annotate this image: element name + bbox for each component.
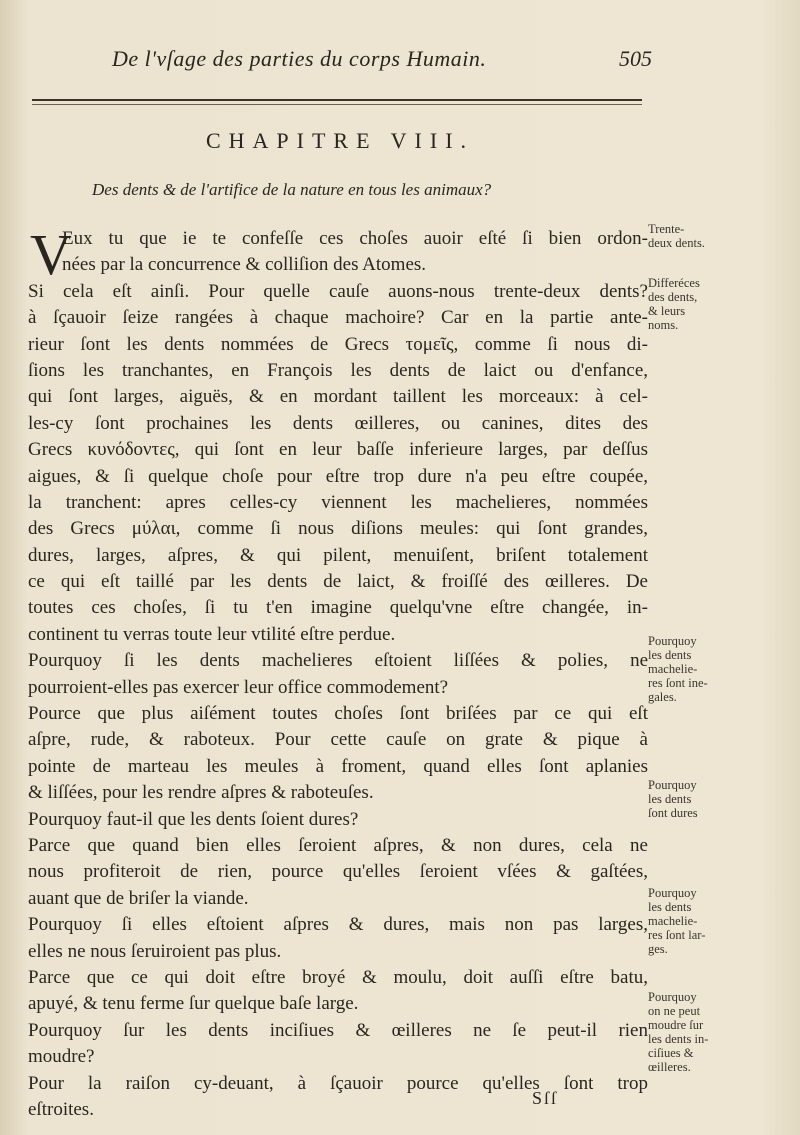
text-line: auant que de briſer la viande. [28,887,249,909]
text-line: continent tu verras toute leur vtilité eſtre perdue. [28,623,396,645]
margin-note-line: Trente- [648,222,685,236]
text-line: la tranchent: apres celles-cy viennent les machelieres, nommées [28,491,648,513]
margin-note-line: Pourquoy [648,778,697,792]
margin-note-line: Pourquoy [648,886,697,900]
margin-note-line: Pourquoy [648,634,697,648]
text-line: Pour la raiſon cy-deuant, à ſçauoir pource qu'elles ſont trop [28,1072,648,1094]
text-line: des Grecs μύλαι, comme ſi nous diſions meules: qui ſont grandes, [28,518,648,540]
margin-note-line: les dents [648,900,692,914]
text-line: eſtroites. [28,1098,94,1120]
text-line: apuyé, & tenu ferme ſur quelque baſe large. [28,993,359,1015]
margin-note-line: moudre ſur [648,1018,704,1032]
margin-note-2 [648,276,740,332]
text-line: elles ne nous ſeruiroient pas plus. [28,940,282,962]
chapter-title: CHAPITRE VIII. [205,128,475,153]
text-line: Pourquoy ſur les dents inciſiues & œilleres ne ſe peut-il rien [28,1019,648,1041]
text-line: & liſſées, pour les rendre aſpres & raboteuſes. [28,782,374,804]
margin-note-line: les dents [648,648,692,662]
margin-note-line: gales. [648,690,677,704]
text-line: nées par la concurrence & colliſion des Atomes. [62,254,427,276]
margin-note-line: des dents, [648,290,698,304]
text-line: ſions les tranchantes, en François les dents de laict ou d'enfance, [28,359,648,381]
text-line: Pource que plus aiſément toutes choſes ſont briſées par ce qui eſt [28,703,648,725]
chapter-subtitle: Des dents & de l'artifice de la nature en tous les animaux? [92,180,492,199]
text-line: Parce que ce qui doit eſtre broyé & moulu, doit auſſi eſtre batu, [28,966,648,988]
margin-note-line: ges. [648,942,668,956]
margin-note-line: on ne peut [648,1004,701,1018]
margin-note-line: œilleres. [648,1060,691,1074]
text-line: pourroient-elles pas exercer leur office commodement? [28,676,449,698]
text-line: toutes ces choſes, ſi tu t'en imagine quelqu'vne eſtre changée, in- [28,597,648,619]
signature-mark: Sſſ [532,1088,559,1108]
margin-note-line: & leurs [648,304,686,318]
margin-note-line: res ſont ine- [648,676,708,690]
margin-note-6 [648,990,740,1074]
text-line: ce qui eſt taillé par les dents de laict, & froiſſé des œilleres. De [28,571,648,593]
text-line: Eux tu que ie te confeſſe ces choſes auoir eſté ſi bien ordon- [62,228,648,249]
margin-note-4 [648,778,740,820]
text-line: aſpre, rude, & raboteux. Pour cette cauſe on grate & pique à [28,729,648,751]
header-rule [32,99,642,104]
page-header [112,46,652,80]
text-line: pointe de marteau les meules à froment, quand elles ſont aplanies [28,755,648,777]
margin-note-line: Differéces [648,276,700,290]
text-line: Parce que quand bien elles ſeroient aſpres, & non dures, cela ne [28,834,648,856]
drop-capital: V [30,222,72,287]
margin-note-line: Pourquoy [648,990,697,1004]
text-line: Pourquoy faut-il que les dents ſoient dures? [28,808,359,830]
margin-note-line: les dents [648,792,692,806]
margin-note-line: ciſiues & [648,1046,694,1060]
margin-note-line: les dents in- [648,1032,709,1046]
page-number: 505 [619,46,652,71]
running-title: De l'vſage des parties du corps Humain. [112,46,487,71]
text-line: rieur ſont les dents nommées de Grecs τομεῖς, comme ſi nous di- [28,333,648,355]
text-line: qui ſont larges, aiguës, & en mordant taillent les morceaux: à cel- [28,386,648,408]
text-line: Grecs κυνόδοντες, qui ſont en leur baſſe inferieure larges, par deſſus [28,439,648,461]
text-line: à ſçauoir ſeize rangées à chaque machoire? Car en la partie ante- [28,307,648,329]
text-line: les-cy ſont prochaines les dents œilleres, ou canines, dites des [28,412,648,434]
margin-note-line: machelie- [648,914,698,928]
text-line: Si cela eſt ainſi. Pour quelle cauſe auons-nous trente-deux dents? [28,280,648,302]
text-line: moudre? [28,1046,95,1068]
margin-note-line: res ſont lar- [648,928,706,942]
margin-note-3 [648,634,740,704]
margin-note-5 [648,886,740,956]
body-text [28,222,648,1123]
text-line: Pourquoy ſi les dents machelieres eſtoient liſſées & polies, ne [28,650,648,672]
margin-note-line: deux dents. [648,236,705,250]
margin-note-line: ſont dures [648,806,698,820]
margin-note-1 [648,222,740,250]
text-line: dures, larges, aſpres, & qui pilent, menuiſent, briſent totalement [28,544,648,566]
margin-note-line: machelie- [648,662,698,676]
text-line: nous profiteroit de rien, pource qu'elles ſeroient vſées & gaſtées, [28,861,648,883]
margin-note-line: noms. [648,318,679,332]
text-line: aigues, & ſi quelque choſe pour eſtre trop dure n'a peu eſtre coupée, [28,465,648,487]
text-line: Pourquoy ſi elles eſtoient aſpres & dures, mais non pas larges, [28,914,648,936]
